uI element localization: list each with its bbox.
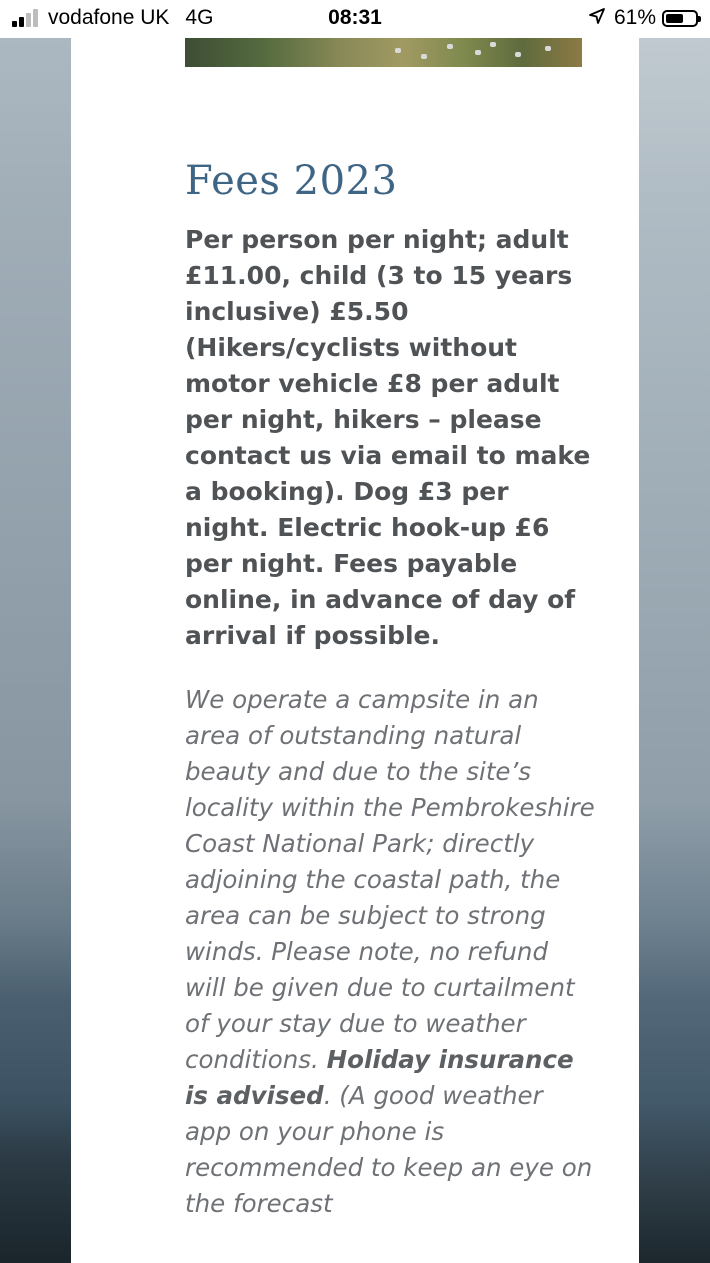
- status-bar: [0, 0, 710, 38]
- status-time: 08:31: [328, 6, 382, 29]
- location-arrow-icon: [588, 7, 606, 30]
- battery-icon: [662, 10, 698, 27]
- battery-level: [666, 14, 683, 23]
- fees-details: Per person per night; adult £11.00, child (3 to 15 years inclusive) £5.50 (Hikers/cyclists without motor vehicle £8 per adult per night, hikers – please contact us via email to make a booking). Dog £3 per night. Electric hook-up £6 per night. Fees payable online, in advance of day of arrival if possible.: [185, 225, 591, 650]
- notice-text-start: We operate a campsite in an area of outstanding natural beauty and due to the site’s locality within the Pembrokeshire Coast National Park; directly adjoining the coastal path, the area can be subject to strong winds. Please note, no refund will be given due to curtailment of your stay due to weather conditions.: [185, 685, 595, 1074]
- notice-insurance-emphasis: Holiday insurance is advised: [185, 1045, 574, 1110]
- campsite-photo: [185, 38, 582, 67]
- network-type: 4G: [185, 6, 214, 29]
- content-card: [71, 38, 639, 1263]
- notice-text-end: . (A good weather app on your phone is recommended to keep an eye on the forecast: [185, 1081, 593, 1218]
- background-right: [639, 0, 710, 1263]
- status-right: [588, 6, 698, 30]
- battery-percentage: 61%: [613, 6, 656, 29]
- fees-heading: Fees 2023: [185, 158, 398, 204]
- carrier-name: vodafone UK: [48, 6, 170, 29]
- weather-notice: [185, 682, 595, 1222]
- background-left: [0, 0, 71, 1263]
